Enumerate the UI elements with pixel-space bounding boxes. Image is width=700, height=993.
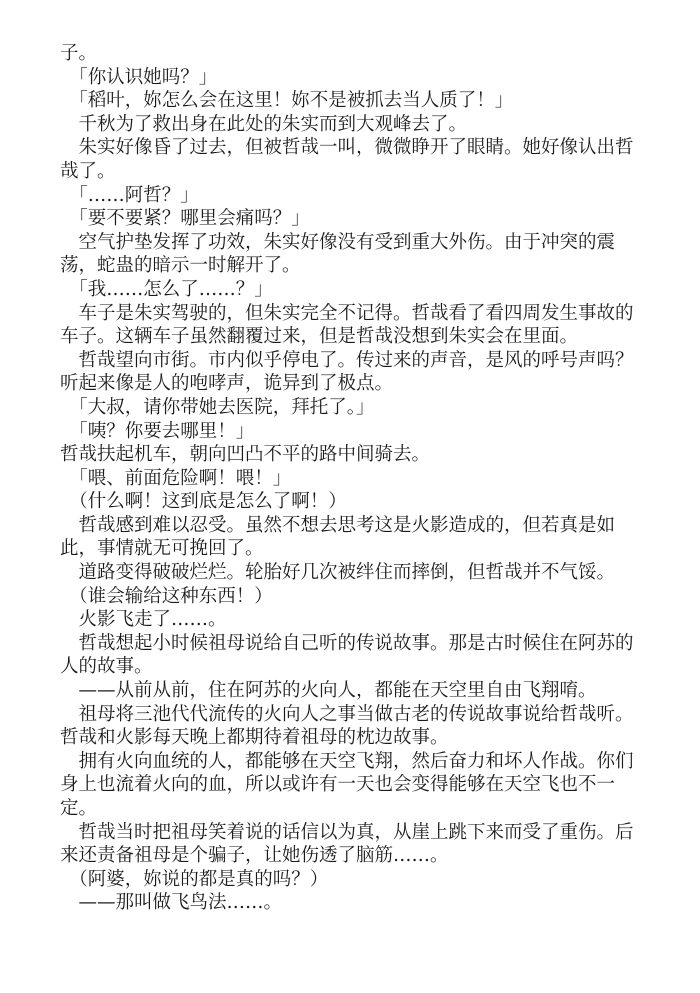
paragraph: 「你认识她吗？」 bbox=[60, 66, 218, 88]
paragraph: 哲哉望向市街。市内似乎停电了。传过来的声音，是风的呼号声吗？听起来像是人的咆哮声，诡异到了极点。 bbox=[60, 349, 634, 395]
paragraph: 「咦？你要去哪里！」 bbox=[60, 420, 255, 442]
paragraph: 朱实好像昏了过去，但被哲哉一叫，微微睁开了眼睛。她好像认出哲哉了。 bbox=[60, 137, 634, 182]
paragraph: 空气护垫发挥了功效，朱实好像没有受到重大外伤。由于冲突的震荡，蛇蛊的暗示一时解开了。 bbox=[60, 231, 616, 277]
paragraph: 哲哉扶起机车，朝向凹凸不平的路中间骑去。 bbox=[60, 444, 431, 466]
paragraph: 「我……怎么了……？」 bbox=[60, 278, 273, 300]
paragraph: 「稻叶，妳怎么会在这里！妳不是被抓去当人质了！」 bbox=[60, 90, 514, 112]
paragraph: 哲哉当时把祖母笑着说的话信以为真，从崖上跳下来而受了重伤。后来还责备祖母是个骗子，让她伤透了脑筋……。 bbox=[60, 821, 634, 867]
paragraph: 子。 bbox=[60, 43, 98, 64]
paragraph: 火影飞走了……。 bbox=[60, 609, 227, 631]
paragraph: 道路变得破破烂烂。轮胎好几次被绊住而摔倒，但哲哉并不气馁。 bbox=[60, 562, 616, 584]
paragraph: 哲哉想起小时候祖母说给自己听的传说故事。那是古时候住在阿苏的人的故事。 bbox=[60, 632, 634, 678]
paragraph: 「大叔，请你带她去医院，拜托了。」 bbox=[60, 396, 375, 418]
paragraph: 千秋为了救出身在此处的朱实而到大观峰去了。 bbox=[60, 113, 468, 135]
paragraph: 车子是朱实驾驶的，但朱实完全不记得。哲哉看了看四周发生事故的车子。这辆车子虽然翻覆过来，但是哲哉没想到朱实会在里面。 bbox=[60, 302, 634, 348]
paragraph: ——那叫做飞鸟法……。 bbox=[60, 892, 283, 914]
paragraph: 「……阿哲？」 bbox=[60, 184, 199, 206]
paragraph: （什么啊！这到底是怎么了啊！） bbox=[60, 491, 347, 513]
paragraph: 「要不要紧？哪里会痛吗？」 bbox=[60, 208, 310, 230]
paragraph: （阿婆，妳说的都是真的吗？） bbox=[60, 868, 329, 890]
paragraph: 哲哉感到难以忍受。虽然不想去思考这是火影造成的，但若真是如此，事情就无可挽回了。 bbox=[60, 514, 616, 560]
paragraph: ——从前从前，住在阿苏的火向人，都能在天空里自由飞翔唷。 bbox=[60, 680, 597, 702]
paragraph: （谁会输给这种东西！） bbox=[60, 585, 273, 607]
paragraph: 祖母将三池代代流传的火向人之事当做古老的传说故事说给哲哉听。哲哉和火影每天晚上都期待着祖母的枕边故事。 bbox=[60, 703, 634, 749]
paragraph: 「喂、前面危险啊！喂！」 bbox=[60, 467, 292, 489]
paragraph: 拥有火向血统的人，都能够在天空飞翔，然后奋力和坏人作战。你们身上也流着火向的血，所以或许有一天也会变得能够在天空飞也不一定。 bbox=[60, 750, 634, 819]
